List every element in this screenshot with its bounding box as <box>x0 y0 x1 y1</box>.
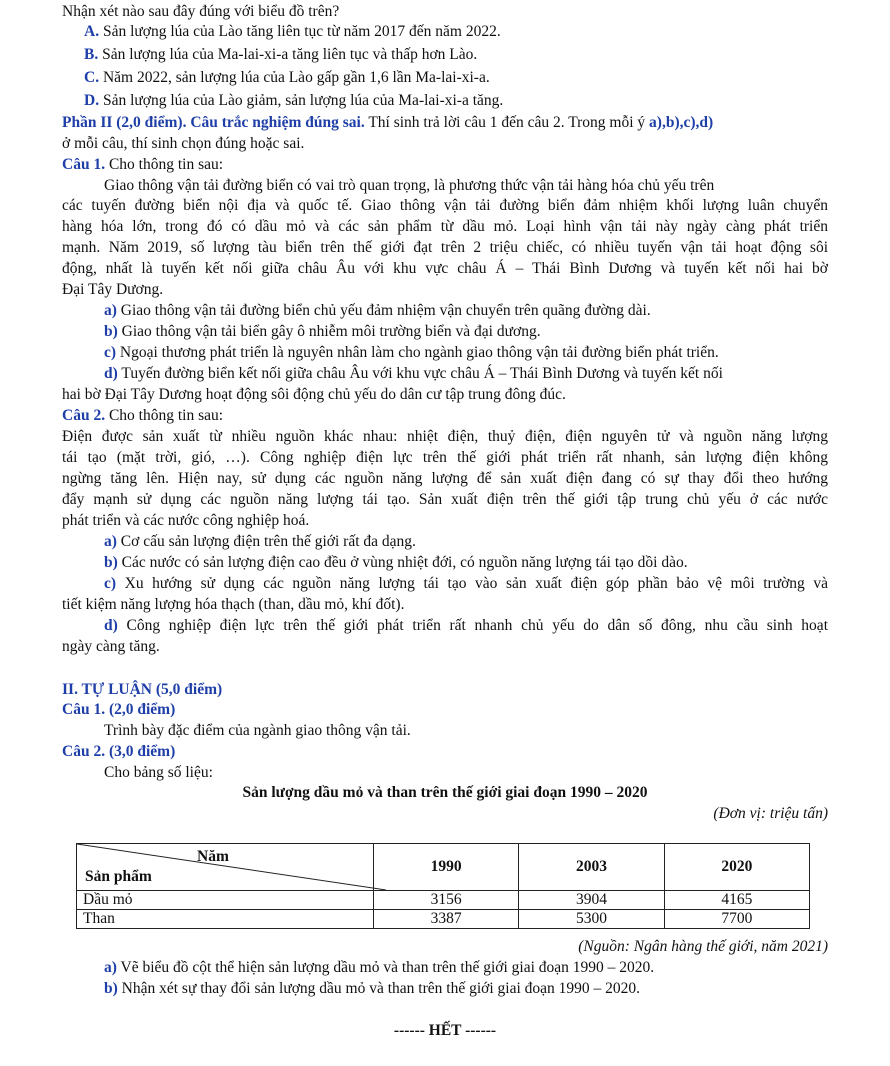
option-label: D. <box>84 92 100 109</box>
essay-heading: II. TỰ LUẬN (5,0 điểm) <box>62 681 223 698</box>
row-name: Dầu mỏ <box>77 891 374 910</box>
table-source: (Nguồn: Ngân hàng thế giới, năm 2021) <box>578 938 828 955</box>
item-text: Các nước có sản lượng điện cao đều ở vùng nhiệt đới, có nguồn năng lượng tái tạo dồi dào. <box>121 554 688 571</box>
q2-heading <box>62 406 828 426</box>
essay-q2-label: Câu 2. (3,0 điểm) <box>62 743 176 760</box>
option-label: A. <box>84 23 100 40</box>
cell-value: 3156 <box>374 891 519 910</box>
q2-item-d <box>104 616 828 636</box>
q2-item-c <box>104 574 828 594</box>
q2-para-line: ngừng tăng lên. Hiện nay, sử dụng các nguồn năng lượng để sản xuất điện đang có sự thay đổi theo hướng <box>62 470 828 487</box>
part2-instruction: Thí sinh trả lời câu 1 đến câu 2. Trong mỗi ý <box>364 114 650 131</box>
cell-value: 3387 <box>374 910 519 929</box>
q1-intro: Cho thông tin sau: <box>105 156 224 173</box>
corner-cell <box>77 844 374 891</box>
item-label: d) <box>104 365 118 382</box>
item-label: b) <box>104 323 118 340</box>
item-text: Giao thông vận tải biển gây ô nhiễm môi trường biển và đại dương. <box>121 323 541 340</box>
item-label: a) <box>104 302 117 319</box>
q1-para-line: Giao thông vận tải đường biển có vai trò quan trọng, là phương thức vận tải hàng hóa chủ yếu trên <box>104 177 715 194</box>
option-b <box>84 45 850 65</box>
q2-label: Câu 2. <box>62 407 106 424</box>
item-text: Xu hướng sử dụng các nguồn năng lượng tái tạo vào sản xuất điện góp phần bảo vệ môi trường và <box>124 575 829 592</box>
essay-q2-intro: Cho bảng số liệu: <box>104 764 213 781</box>
option-a <box>84 22 850 42</box>
option-label: C. <box>84 69 100 86</box>
q1-para-line: mạnh. Năm 2019, số lượng tàu biển trên thế giới đạt trên 2 triệu chiếc, có nhiều tuyến vận tải hoạt động sôi <box>62 239 828 256</box>
row-name: Than <box>77 910 374 929</box>
q1-para-line: Đại Tây Dương. <box>62 281 164 298</box>
part2-abcd: a),b),c),d) <box>649 114 714 131</box>
part2-heading-line <box>62 113 828 133</box>
q1-label: Câu 1. <box>62 156 106 173</box>
q2-item-d-cont: ngày càng tăng. <box>62 638 160 655</box>
item-label: c) <box>104 344 117 361</box>
q1-item-d <box>104 364 870 384</box>
option-d <box>84 91 850 111</box>
q2-item-a <box>104 532 870 552</box>
q2-para-line: tái tạo (mặt trời, gió, …). Công nghiệp điện lực trên thế giới phát triển rất nhanh, sản lượng điện không <box>62 449 828 466</box>
item-label: a) <box>104 959 117 976</box>
q2-para-line: Điện được sản xuất từ nhiều nguồn khác nhau: nhiệt điện, thuỷ điện, điện nguyên tử và nguồn năng lượng <box>62 428 828 445</box>
year-header: 1990 <box>374 844 519 891</box>
option-c <box>84 68 850 88</box>
q1-item-d-cont: hai bờ Đại Tây Dương hoạt động sôi động chủ yếu do dân cư tập trung đông đúc. <box>62 386 566 403</box>
table-header-row <box>77 844 810 891</box>
q2-intro: Cho thông tin sau: <box>105 407 224 424</box>
part2-heading: Phần II (2,0 điểm). Câu trắc nghiệm đúng sai. <box>62 114 365 131</box>
q1-para-line: hàng hóa lớn, trong đó có dầu mỏ và các sản phẩm từ dầu mỏ. Loại hình vận tải này ngày càng phát triển <box>62 218 828 235</box>
corner-product-label: Sản phẩm <box>85 868 152 885</box>
q1-item-c <box>104 343 870 363</box>
item-text: Tuyến đường biển kết nối giữa châu Âu với khu vực châu Á – Thái Bình Dương và tuyến kết nối <box>121 365 723 382</box>
item-text: Cơ cấu sản lượng điện trên thế giới rất đa dạng. <box>120 533 416 550</box>
option-text: Sản lượng lúa của Lào giảm, sản lượng lúa của Ma-lai-xi-a tăng. <box>102 92 504 109</box>
table-row <box>77 891 810 910</box>
item-text: Công nghiệp điện lực trên thế giới phát triển rất nhanh chủ yếu do dân số đông, nhu cầu sinh hoạt <box>126 617 828 634</box>
item-text: Giao thông vận tải đường biển chủ yếu đảm nhiệm vận chuyển trên quãng đường dài. <box>120 302 651 319</box>
task-b <box>104 979 870 999</box>
corner-year-label: Năm <box>197 848 229 865</box>
item-label: d) <box>104 617 118 634</box>
essay-q1-text: Trình bày đặc điểm của ngành giao thông vận tải. <box>104 722 411 739</box>
task-text: Nhận xét sự thay đổi sản lượng dầu mỏ và than trên thế giới giai đoạn 1990 – 2020. <box>121 980 641 997</box>
option-text: Năm 2022, sản lượng lúa của Lào gấp gần 1,6 lần Ma-lai-xi-a. <box>102 69 490 86</box>
option-label: B. <box>84 46 99 63</box>
task-a <box>104 958 870 978</box>
cell-value: 3904 <box>519 891 664 910</box>
q1-para-line: động, nhất là tuyến kết nối giữa châu Âu với khu vực châu Á – Thái Bình Dương và tuyến kết nối hai bờ <box>62 260 828 277</box>
cell-value: 4165 <box>664 891 809 910</box>
option-text: Sản lượng lúa của Ma-lai-xi-a tăng liên tục và thấp hơn Lào. <box>102 46 478 63</box>
q1-heading <box>62 155 828 175</box>
item-label: b) <box>104 554 118 571</box>
q2-para-line: đẩy mạnh sử dụng các nguồn năng lượng tái tạo. Sản xuất điện trên thế giới tập trung chủ yếu ở các nước <box>62 491 828 508</box>
part2-instruction-2: ở mỗi câu, thí sinh chọn đúng hoặc sai. <box>62 135 305 152</box>
task-text: Vẽ biểu đồ cột thể hiện sản lượng dầu mỏ và than trên thế giới giai đoạn 1990 – 2020. <box>120 959 655 976</box>
q1-para-line: các tuyến đường biển nội địa và quốc tế. Giao thông vận tải đường biển đảm nhiệm khối lượng luân chuyển <box>62 197 828 214</box>
question-intro: Nhận xét nào sau đây đúng với biểu đồ trên? <box>62 3 340 20</box>
essay-q1-label: Câu 1. (2,0 điểm) <box>62 701 176 718</box>
table-row <box>77 910 810 929</box>
table-unit: (Đơn vị: triệu tấn) <box>713 805 828 822</box>
item-label: b) <box>104 980 118 997</box>
cell-value: 7700 <box>664 910 809 929</box>
cell-value: 5300 <box>519 910 664 929</box>
item-label: a) <box>104 533 117 550</box>
end-marker: ------ HẾT ------ <box>393 1022 497 1039</box>
q2-item-c-cont: tiết kiệm năng lượng hóa thạch (than, dầu mỏ, khí đốt). <box>62 596 405 613</box>
item-text: Ngoại thương phát triển là nguyên nhân làm cho ngành giao thông vận tải đường biển phát triển. <box>119 344 719 361</box>
data-table <box>76 843 810 929</box>
option-text: Sản lượng lúa của Lào tăng liên tục từ năm 2017 đến năm 2022. <box>102 23 501 40</box>
q1-item-a <box>104 301 870 321</box>
q1-item-b <box>104 322 870 342</box>
q2-para-line: phát triển và các nước công nghiệp hoá. <box>62 512 310 529</box>
table-title: Sản lượng dầu mỏ và than trên thế giới giai đoạn 1990 – 2020 <box>242 784 648 801</box>
q2-item-b <box>104 553 870 573</box>
year-header: 2020 <box>664 844 809 891</box>
item-label: c) <box>104 575 117 592</box>
year-header: 2003 <box>519 844 664 891</box>
